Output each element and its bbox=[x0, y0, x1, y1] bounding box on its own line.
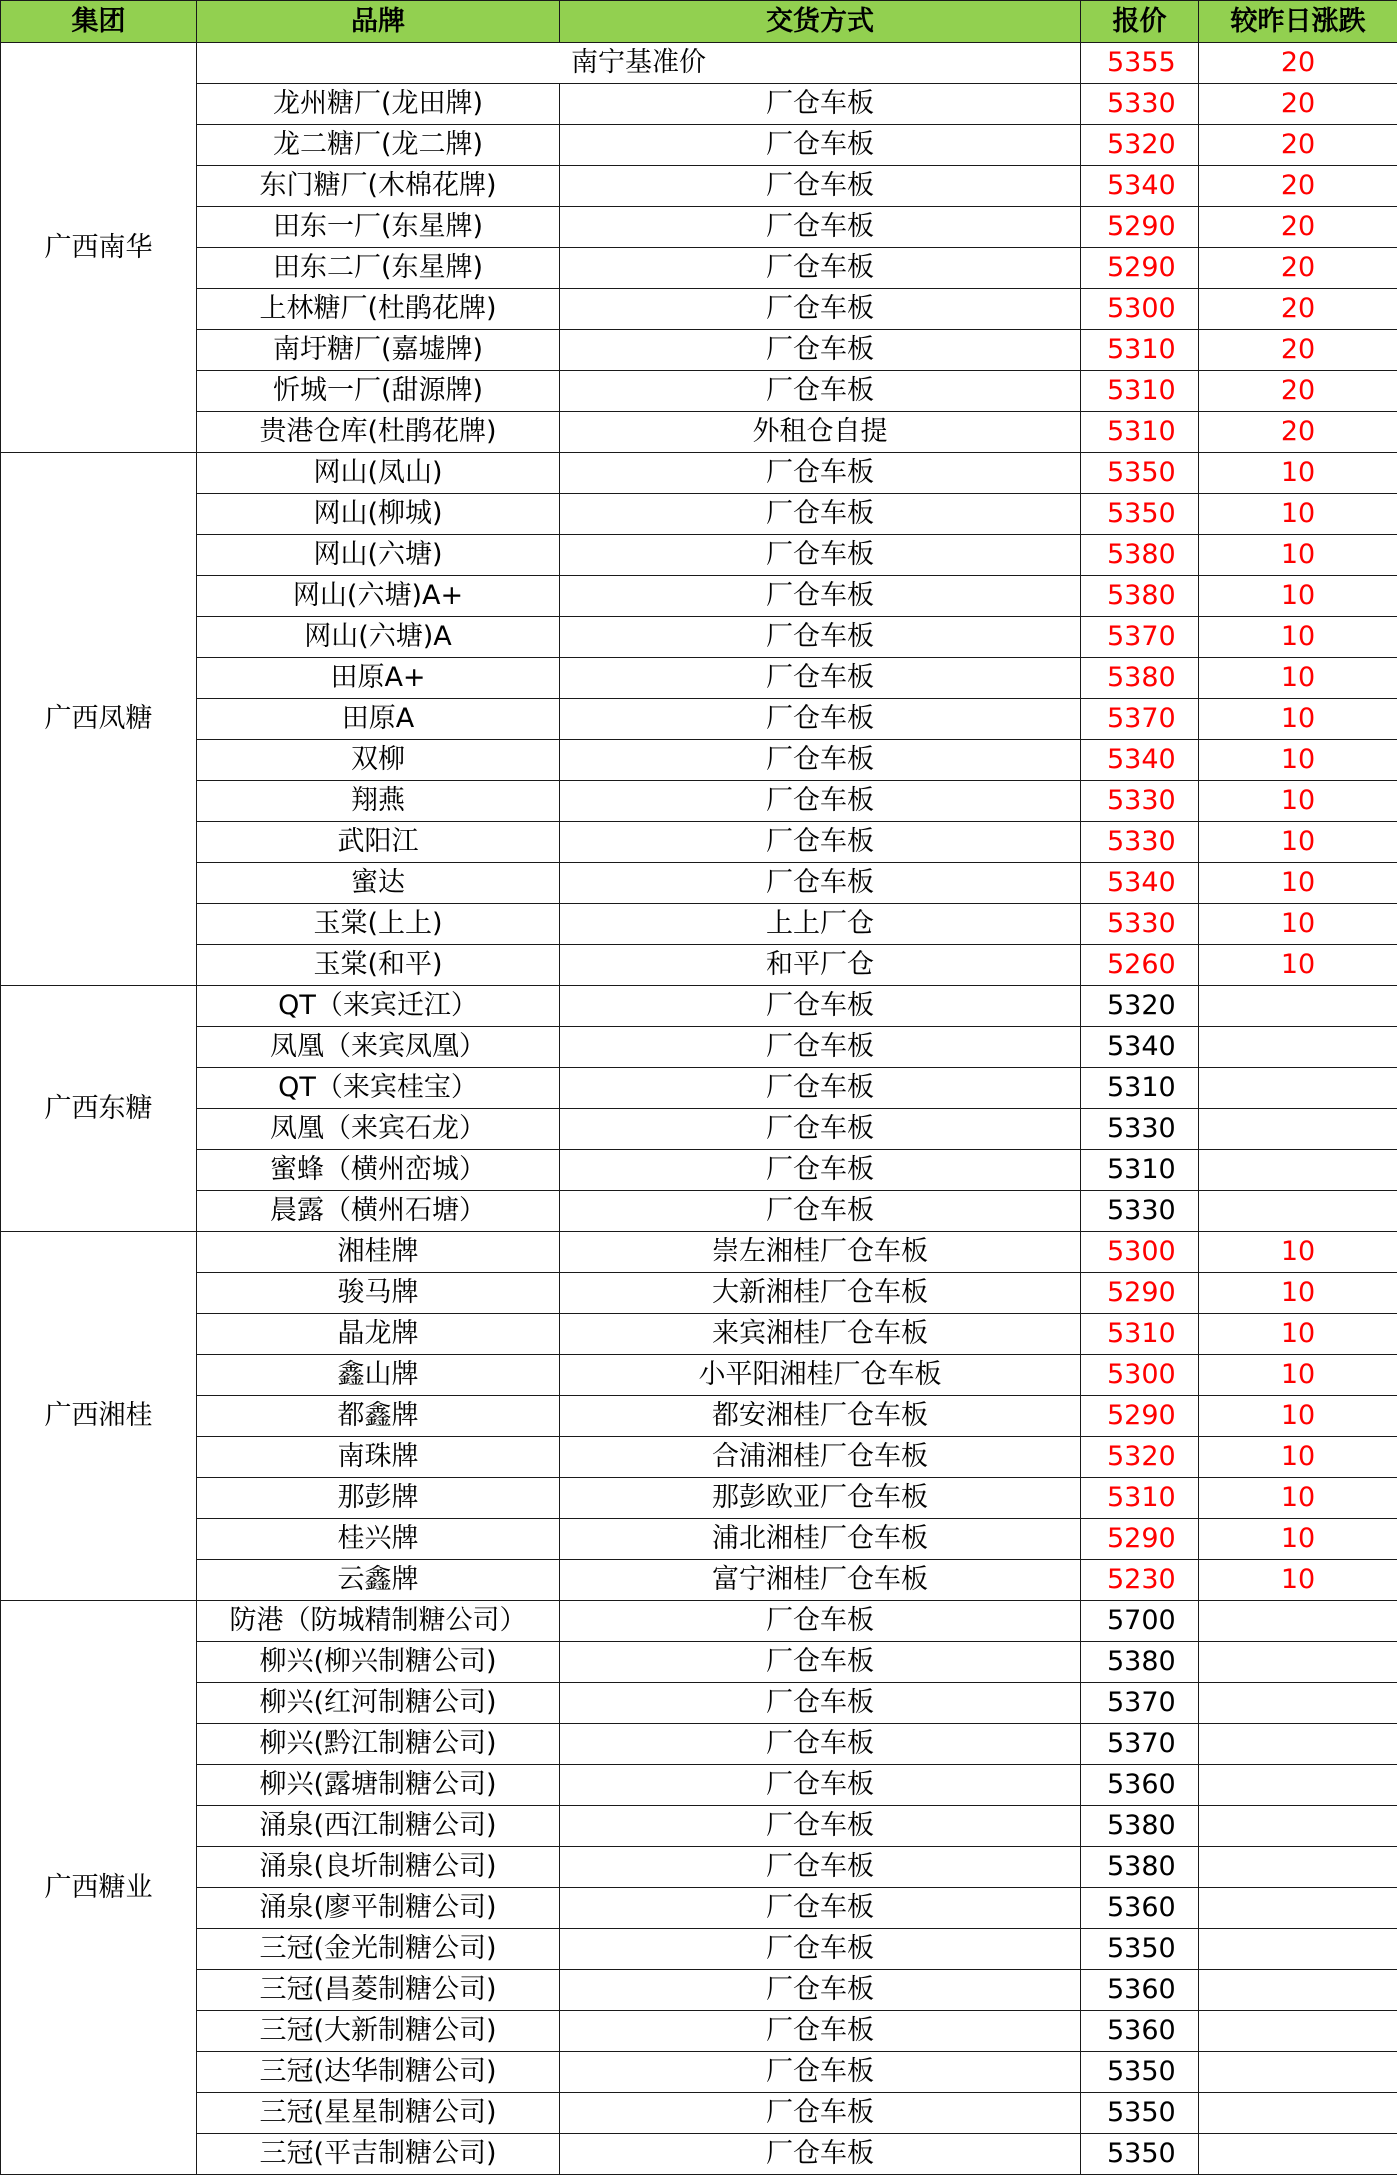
change-cell: 10 bbox=[1199, 576, 1397, 617]
change-cell: 10 bbox=[1199, 781, 1397, 822]
price-cell: 5290 bbox=[1081, 207, 1199, 248]
brand-cell: 田原A bbox=[197, 699, 560, 740]
price-cell: 5310 bbox=[1081, 1314, 1199, 1355]
table-row bbox=[1, 1150, 1397, 1191]
table-row bbox=[1, 1314, 1397, 1355]
price-cell: 5370 bbox=[1081, 617, 1199, 658]
change-cell: 20 bbox=[1199, 412, 1397, 453]
price-cell: 5370 bbox=[1081, 1724, 1199, 1765]
price-cell: 5320 bbox=[1081, 125, 1199, 166]
change-cell: 10 bbox=[1199, 535, 1397, 576]
change-cell bbox=[1199, 1191, 1397, 1232]
change-cell bbox=[1199, 1847, 1397, 1888]
price-cell: 5320 bbox=[1081, 1437, 1199, 1478]
price-cell: 5350 bbox=[1081, 2052, 1199, 2093]
table-row bbox=[1, 1191, 1397, 1232]
price-cell: 5350 bbox=[1081, 453, 1199, 494]
change-cell bbox=[1199, 986, 1397, 1027]
delivery-cell: 厂仓车板 bbox=[560, 1150, 1081, 1191]
brand-cell: 龙州糖厂(龙田牌) bbox=[197, 84, 560, 125]
change-cell: 10 bbox=[1199, 453, 1397, 494]
table-row bbox=[1, 248, 1397, 289]
delivery-cell: 富宁湘桂厂仓车板 bbox=[560, 1560, 1081, 1601]
delivery-cell: 厂仓车板 bbox=[560, 248, 1081, 289]
price-cell: 5380 bbox=[1081, 535, 1199, 576]
table-row bbox=[1, 494, 1397, 535]
change-cell: 10 bbox=[1199, 1437, 1397, 1478]
price-cell: 5290 bbox=[1081, 1396, 1199, 1437]
delivery-cell: 厂仓车板 bbox=[560, 1929, 1081, 1970]
brand-cell: 湘桂牌 bbox=[197, 1232, 560, 1273]
delivery-cell: 厂仓车板 bbox=[560, 863, 1081, 904]
change-cell bbox=[1199, 1765, 1397, 1806]
delivery-cell: 厂仓车板 bbox=[560, 1642, 1081, 1683]
delivery-cell: 厂仓车板 bbox=[560, 2134, 1081, 2175]
brand-cell: 柳兴(露塘制糖公司) bbox=[197, 1765, 560, 1806]
change-cell bbox=[1199, 2134, 1397, 2175]
price-cell: 5300 bbox=[1081, 289, 1199, 330]
brand-cell: 桂兴牌 bbox=[197, 1519, 560, 1560]
brand-cell: 凤凰（来宾石龙） bbox=[197, 1109, 560, 1150]
brand-cell: 柳兴(红河制糖公司) bbox=[197, 1683, 560, 1724]
delivery-cell: 厂仓车板 bbox=[560, 699, 1081, 740]
benchmark-label-cell: 南宁基准价 bbox=[197, 43, 1081, 84]
brand-cell: 晨露（横州石塘） bbox=[197, 1191, 560, 1232]
change-cell bbox=[1199, 1068, 1397, 1109]
change-cell bbox=[1199, 1970, 1397, 2011]
change-cell: 10 bbox=[1199, 945, 1397, 986]
delivery-cell: 来宾湘桂厂仓车板 bbox=[560, 1314, 1081, 1355]
column-header-change: 较昨日涨跌 bbox=[1199, 1, 1397, 43]
delivery-cell: 厂仓车板 bbox=[560, 576, 1081, 617]
brand-cell: 网山(六塘)A+ bbox=[197, 576, 560, 617]
group-name-cell: 广西东糖 bbox=[1, 986, 197, 1232]
price-cell: 5290 bbox=[1081, 1519, 1199, 1560]
brand-cell: 双柳 bbox=[197, 740, 560, 781]
change-cell: 10 bbox=[1199, 1232, 1397, 1273]
table-row bbox=[1, 1601, 1397, 1642]
brand-cell: 三冠(大新制糖公司) bbox=[197, 2011, 560, 2052]
price-cell: 5330 bbox=[1081, 1191, 1199, 1232]
change-cell bbox=[1199, 1888, 1397, 1929]
brand-cell: 涌泉(西江制糖公司) bbox=[197, 1806, 560, 1847]
change-cell: 10 bbox=[1199, 904, 1397, 945]
brand-cell: 田东二厂(东星牌) bbox=[197, 248, 560, 289]
change-cell bbox=[1199, 1724, 1397, 1765]
change-cell: 10 bbox=[1199, 1478, 1397, 1519]
brand-cell: QT（来宾迁江） bbox=[197, 986, 560, 1027]
delivery-cell: 厂仓车板 bbox=[560, 658, 1081, 699]
delivery-cell: 厂仓车板 bbox=[560, 166, 1081, 207]
brand-cell: 三冠(昌菱制糖公司) bbox=[197, 1970, 560, 2011]
price-cell: 5370 bbox=[1081, 1683, 1199, 1724]
delivery-cell: 厂仓车板 bbox=[560, 494, 1081, 535]
brand-cell: 上林糖厂(杜鹃花牌) bbox=[197, 289, 560, 330]
price-cell: 5330 bbox=[1081, 781, 1199, 822]
price-cell: 5350 bbox=[1081, 494, 1199, 535]
table-header bbox=[1, 1, 1397, 43]
table-row bbox=[1, 1724, 1397, 1765]
change-cell: 20 bbox=[1199, 371, 1397, 412]
table-row bbox=[1, 1847, 1397, 1888]
price-cell: 5290 bbox=[1081, 248, 1199, 289]
delivery-cell: 厂仓车板 bbox=[560, 1765, 1081, 1806]
delivery-cell: 厂仓车板 bbox=[560, 1068, 1081, 1109]
change-cell bbox=[1199, 1109, 1397, 1150]
price-cell: 5340 bbox=[1081, 740, 1199, 781]
delivery-cell: 厂仓车板 bbox=[560, 1806, 1081, 1847]
change-cell: 10 bbox=[1199, 494, 1397, 535]
brand-cell: 玉棠(上上) bbox=[197, 904, 560, 945]
brand-cell: 田东一厂(东星牌) bbox=[197, 207, 560, 248]
table-row bbox=[1, 822, 1397, 863]
delivery-cell: 厂仓车板 bbox=[560, 289, 1081, 330]
change-cell: 10 bbox=[1199, 1314, 1397, 1355]
delivery-cell: 厂仓车板 bbox=[560, 1601, 1081, 1642]
table-row bbox=[1, 1560, 1397, 1601]
brand-cell: 网山(六塘)A bbox=[197, 617, 560, 658]
change-cell bbox=[1199, 1683, 1397, 1724]
brand-cell: 三冠(达华制糖公司) bbox=[197, 2052, 560, 2093]
table-row bbox=[1, 740, 1397, 781]
table-row bbox=[1, 699, 1397, 740]
brand-cell: 网山(柳城) bbox=[197, 494, 560, 535]
price-cell: 5380 bbox=[1081, 1847, 1199, 1888]
table-row bbox=[1, 1027, 1397, 1068]
delivery-cell: 厂仓车板 bbox=[560, 1027, 1081, 1068]
price-cell: 5360 bbox=[1081, 2011, 1199, 2052]
price-cell: 5350 bbox=[1081, 2134, 1199, 2175]
column-header-delivery: 交货方式 bbox=[560, 1, 1081, 43]
change-cell: 20 bbox=[1199, 289, 1397, 330]
table-row bbox=[1, 207, 1397, 248]
brand-cell: 翔燕 bbox=[197, 781, 560, 822]
price-cell: 5340 bbox=[1081, 166, 1199, 207]
table-row bbox=[1, 781, 1397, 822]
price-cell: 5300 bbox=[1081, 1355, 1199, 1396]
table-row bbox=[1, 1806, 1397, 1847]
table-body bbox=[1, 43, 1397, 2175]
brand-cell: 南圩糖厂(嘉墟牌) bbox=[197, 330, 560, 371]
change-cell: 20 bbox=[1199, 166, 1397, 207]
delivery-cell: 厂仓车板 bbox=[560, 617, 1081, 658]
table-row bbox=[1, 2011, 1397, 2052]
change-cell: 10 bbox=[1199, 1519, 1397, 1560]
price-cell: 5310 bbox=[1081, 412, 1199, 453]
delivery-cell: 和平厂仓 bbox=[560, 945, 1081, 986]
change-cell: 20 bbox=[1199, 125, 1397, 166]
table-row bbox=[1, 535, 1397, 576]
change-cell: 10 bbox=[1199, 658, 1397, 699]
brand-cell: 防港（防城精制糖公司） bbox=[197, 1601, 560, 1642]
price-cell: 5700 bbox=[1081, 1601, 1199, 1642]
brand-cell: 田原A+ bbox=[197, 658, 560, 699]
brand-cell: 晶龙牌 bbox=[197, 1314, 560, 1355]
change-cell bbox=[1199, 1806, 1397, 1847]
table-row bbox=[1, 125, 1397, 166]
brand-cell: 贵港仓库(杜鹃花牌) bbox=[197, 412, 560, 453]
brand-cell: 涌泉(良圻制糖公司) bbox=[197, 1847, 560, 1888]
change-cell: 20 bbox=[1199, 248, 1397, 289]
brand-cell: 龙二糖厂(龙二牌) bbox=[197, 125, 560, 166]
price-cell: 5360 bbox=[1081, 1970, 1199, 2011]
price-cell: 5230 bbox=[1081, 1560, 1199, 1601]
change-cell: 10 bbox=[1199, 822, 1397, 863]
delivery-cell: 上上厂仓 bbox=[560, 904, 1081, 945]
change-cell bbox=[1199, 1642, 1397, 1683]
delivery-cell: 厂仓车板 bbox=[560, 781, 1081, 822]
table-row bbox=[1, 1765, 1397, 1806]
delivery-cell: 大新湘桂厂仓车板 bbox=[560, 1273, 1081, 1314]
price-cell: 5310 bbox=[1081, 1150, 1199, 1191]
delivery-cell: 厂仓车板 bbox=[560, 1191, 1081, 1232]
brand-cell: 三冠(星星制糖公司) bbox=[197, 2093, 560, 2134]
table-row bbox=[1, 1355, 1397, 1396]
price-cell: 5330 bbox=[1081, 1109, 1199, 1150]
brand-cell: 玉棠(和平) bbox=[197, 945, 560, 986]
delivery-cell: 厂仓车板 bbox=[560, 1109, 1081, 1150]
price-cell: 5260 bbox=[1081, 945, 1199, 986]
delivery-cell: 厂仓车板 bbox=[560, 535, 1081, 576]
table-row bbox=[1, 2052, 1397, 2093]
change-cell bbox=[1199, 1150, 1397, 1191]
change-cell: 10 bbox=[1199, 863, 1397, 904]
delivery-cell: 合浦湘桂厂仓车板 bbox=[560, 1437, 1081, 1478]
delivery-cell: 厂仓车板 bbox=[560, 125, 1081, 166]
price-cell: 5370 bbox=[1081, 699, 1199, 740]
change-cell bbox=[1199, 2093, 1397, 2134]
price-cell: 5380 bbox=[1081, 576, 1199, 617]
change-cell: 20 bbox=[1199, 43, 1397, 84]
table-row bbox=[1, 84, 1397, 125]
table-row bbox=[1, 1642, 1397, 1683]
delivery-cell: 外租仓自提 bbox=[560, 412, 1081, 453]
change-cell bbox=[1199, 1601, 1397, 1642]
table-row bbox=[1, 2134, 1397, 2175]
brand-cell: 蜜蜂（横州峦城） bbox=[197, 1150, 560, 1191]
table-row bbox=[1, 1437, 1397, 1478]
table-row bbox=[1, 1232, 1397, 1273]
table-row bbox=[1, 1888, 1397, 1929]
price-cell: 5380 bbox=[1081, 658, 1199, 699]
price-cell: 5340 bbox=[1081, 1027, 1199, 1068]
delivery-cell: 浦北湘桂厂仓车板 bbox=[560, 1519, 1081, 1560]
table-row bbox=[1, 1478, 1397, 1519]
delivery-cell: 厂仓车板 bbox=[560, 371, 1081, 412]
table-row bbox=[1, 371, 1397, 412]
table-row bbox=[1, 1929, 1397, 1970]
brand-cell: 那彭牌 bbox=[197, 1478, 560, 1519]
change-cell: 20 bbox=[1199, 207, 1397, 248]
delivery-cell: 厂仓车板 bbox=[560, 2052, 1081, 2093]
table-row bbox=[1, 617, 1397, 658]
delivery-cell: 那彭欧亚厂仓车板 bbox=[560, 1478, 1081, 1519]
change-cell: 10 bbox=[1199, 1560, 1397, 1601]
change-cell: 10 bbox=[1199, 1355, 1397, 1396]
brand-cell: 鑫山牌 bbox=[197, 1355, 560, 1396]
table-row bbox=[1, 576, 1397, 617]
price-cell: 5330 bbox=[1081, 822, 1199, 863]
table-row bbox=[1, 1396, 1397, 1437]
table-row bbox=[1, 658, 1397, 699]
group-name-cell: 广西湘桂 bbox=[1, 1232, 197, 1601]
group-name-cell: 广西南华 bbox=[1, 43, 197, 453]
column-header-brand: 品牌 bbox=[197, 1, 560, 43]
price-cell: 5330 bbox=[1081, 904, 1199, 945]
delivery-cell: 厂仓车板 bbox=[560, 1970, 1081, 2011]
table-row bbox=[1, 1683, 1397, 1724]
price-cell: 5360 bbox=[1081, 1765, 1199, 1806]
price-cell: 5350 bbox=[1081, 2093, 1199, 2134]
price-cell: 5310 bbox=[1081, 330, 1199, 371]
table-row bbox=[1, 986, 1397, 1027]
change-cell bbox=[1199, 2011, 1397, 2052]
table-row bbox=[1, 1109, 1397, 1150]
brand-cell: 都鑫牌 bbox=[197, 1396, 560, 1437]
table-row bbox=[1, 1519, 1397, 1560]
column-header-group: 集团 bbox=[1, 1, 197, 43]
brand-cell: 网山(六塘) bbox=[197, 535, 560, 576]
price-cell: 5350 bbox=[1081, 1929, 1199, 1970]
price-cell: 5360 bbox=[1081, 1888, 1199, 1929]
brand-cell: 三冠(金光制糖公司) bbox=[197, 1929, 560, 1970]
brand-cell: 忻城一厂(甜源牌) bbox=[197, 371, 560, 412]
price-cell: 5310 bbox=[1081, 1478, 1199, 1519]
brand-cell: 东门糖厂(木棉花牌) bbox=[197, 166, 560, 207]
delivery-cell: 厂仓车板 bbox=[560, 453, 1081, 494]
price-cell: 5320 bbox=[1081, 986, 1199, 1027]
group-name-cell: 广西糖业 bbox=[1, 1601, 197, 2175]
table-row bbox=[1, 330, 1397, 371]
delivery-cell: 厂仓车板 bbox=[560, 986, 1081, 1027]
table-row bbox=[1, 863, 1397, 904]
header-row bbox=[1, 1, 1397, 43]
table-row bbox=[1, 1068, 1397, 1109]
brand-cell: 骏马牌 bbox=[197, 1273, 560, 1314]
delivery-cell: 小平阳湘桂厂仓车板 bbox=[560, 1355, 1081, 1396]
price-cell: 5355 bbox=[1081, 43, 1199, 84]
price-cell: 5340 bbox=[1081, 863, 1199, 904]
table-row bbox=[1, 289, 1397, 330]
table-row bbox=[1, 2093, 1397, 2134]
delivery-cell: 厂仓车板 bbox=[560, 822, 1081, 863]
delivery-cell: 都安湘桂厂仓车板 bbox=[560, 1396, 1081, 1437]
table-row bbox=[1, 166, 1397, 207]
price-cell: 5310 bbox=[1081, 1068, 1199, 1109]
delivery-cell: 厂仓车板 bbox=[560, 2093, 1081, 2134]
table-row bbox=[1, 1970, 1397, 2011]
delivery-cell: 厂仓车板 bbox=[560, 1888, 1081, 1929]
table-row bbox=[1, 43, 1397, 84]
delivery-cell: 厂仓车板 bbox=[560, 2011, 1081, 2052]
table-row bbox=[1, 945, 1397, 986]
table-row bbox=[1, 412, 1397, 453]
brand-cell: 网山(凤山) bbox=[197, 453, 560, 494]
delivery-cell: 厂仓车板 bbox=[560, 1724, 1081, 1765]
brand-cell: 武阳江 bbox=[197, 822, 560, 863]
price-cell: 5300 bbox=[1081, 1232, 1199, 1273]
price-cell: 5310 bbox=[1081, 371, 1199, 412]
change-cell: 10 bbox=[1199, 699, 1397, 740]
brand-cell: 三冠(平吉制糖公司) bbox=[197, 2134, 560, 2175]
price-cell: 5380 bbox=[1081, 1642, 1199, 1683]
brand-cell: QT（来宾桂宝） bbox=[197, 1068, 560, 1109]
change-cell: 20 bbox=[1199, 330, 1397, 371]
table-row bbox=[1, 1273, 1397, 1314]
brand-cell: 蜜达 bbox=[197, 863, 560, 904]
delivery-cell: 崇左湘桂厂仓车板 bbox=[560, 1232, 1081, 1273]
brand-cell: 柳兴(柳兴制糖公司) bbox=[197, 1642, 560, 1683]
change-cell bbox=[1199, 2052, 1397, 2093]
delivery-cell: 厂仓车板 bbox=[560, 1683, 1081, 1724]
brand-cell: 凤凰（来宾凤凰） bbox=[197, 1027, 560, 1068]
delivery-cell: 厂仓车板 bbox=[560, 207, 1081, 248]
change-cell: 10 bbox=[1199, 740, 1397, 781]
brand-cell: 涌泉(廖平制糖公司) bbox=[197, 1888, 560, 1929]
table-row bbox=[1, 904, 1397, 945]
change-cell: 10 bbox=[1199, 1273, 1397, 1314]
brand-cell: 南珠牌 bbox=[197, 1437, 560, 1478]
delivery-cell: 厂仓车板 bbox=[560, 330, 1081, 371]
price-cell: 5330 bbox=[1081, 84, 1199, 125]
price-cell: 5290 bbox=[1081, 1273, 1199, 1314]
delivery-cell: 厂仓车板 bbox=[560, 1847, 1081, 1888]
price-cell: 5380 bbox=[1081, 1806, 1199, 1847]
change-cell bbox=[1199, 1929, 1397, 1970]
brand-cell: 柳兴(黔江制糖公司) bbox=[197, 1724, 560, 1765]
column-header-price: 报价 bbox=[1081, 1, 1199, 43]
group-name-cell: 广西凤糖 bbox=[1, 453, 197, 986]
change-cell: 10 bbox=[1199, 1396, 1397, 1437]
brand-cell: 云鑫牌 bbox=[197, 1560, 560, 1601]
change-cell bbox=[1199, 1027, 1397, 1068]
delivery-cell: 厂仓车板 bbox=[560, 740, 1081, 781]
change-cell: 20 bbox=[1199, 84, 1397, 125]
table-row bbox=[1, 453, 1397, 494]
change-cell: 10 bbox=[1199, 617, 1397, 658]
delivery-cell: 厂仓车板 bbox=[560, 84, 1081, 125]
